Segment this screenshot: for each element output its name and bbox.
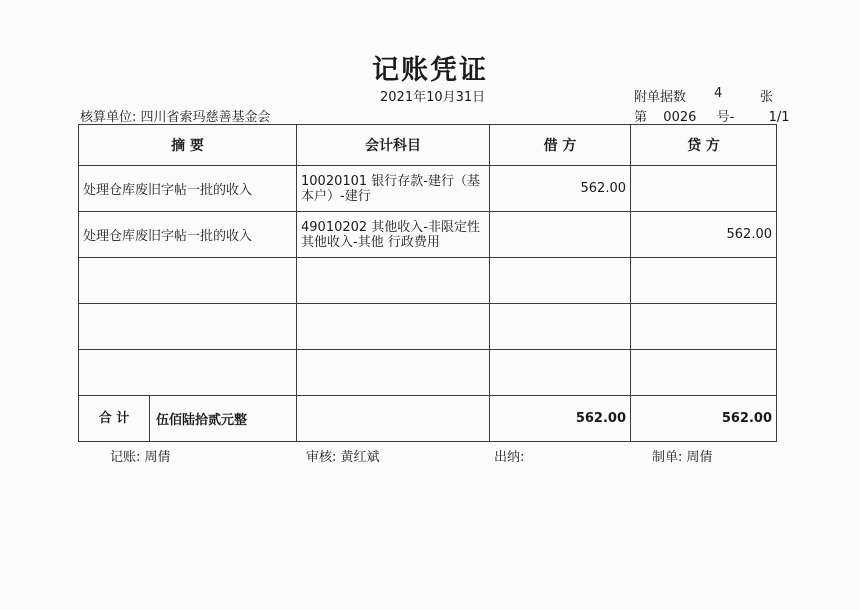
accounting-unit: [80, 106, 271, 125]
row-summary: 处理仓库废旧字帖一批的收入: [79, 212, 297, 258]
cashier-signature: 出纳:: [494, 450, 525, 465]
total-account-empty: [297, 396, 490, 442]
attachment-count: 4: [714, 86, 723, 101]
table-row: [79, 350, 777, 396]
row-debit: [490, 212, 631, 258]
bookkeeper-signature: 记账: 周倩: [110, 450, 171, 465]
total-label: 合 计: [79, 396, 150, 441]
attachment-unit: 张: [760, 90, 774, 105]
table-row: [79, 304, 777, 350]
voucher-prefix: 第: [634, 110, 648, 125]
total-row: [79, 396, 777, 442]
voucher-number-group: [634, 106, 790, 125]
total-amount-words: 伍佰陆拾贰元整: [156, 413, 248, 428]
row-debit: 562.00: [490, 166, 631, 212]
row-summary: [79, 258, 297, 304]
total-debit: 562.00: [490, 396, 631, 442]
table-row: [79, 212, 777, 258]
row-credit: [631, 258, 777, 304]
table-header-row: [79, 125, 777, 166]
row-account: 10020101 银行存款-建行（基本户）-建行: [297, 166, 490, 212]
voucher-table: [78, 124, 777, 442]
header-debit: 借 方: [490, 125, 631, 166]
accounting-unit-name: 四川省索玛慈善基金会: [140, 110, 271, 125]
header-credit: 贷 方: [631, 125, 777, 166]
row-debit: [490, 258, 631, 304]
row-debit: [490, 304, 631, 350]
header-account: 会计科目: [297, 125, 490, 166]
row-credit: [631, 350, 777, 396]
reviewer-signature: 审核: 黄红斌: [306, 450, 380, 465]
row-summary: [79, 350, 297, 396]
document-title: 记账凭证: [372, 55, 488, 86]
header-summary: 摘 要: [79, 125, 297, 166]
preparer-signature: 制单: 周倩: [652, 450, 713, 465]
row-account: [297, 304, 490, 350]
table-row: [79, 166, 777, 212]
total-cell: [79, 396, 297, 442]
attachment-count-group: [634, 86, 774, 105]
voucher-suffix: 号-: [716, 110, 735, 125]
table-row: [79, 258, 777, 304]
row-account: [297, 350, 490, 396]
row-debit: [490, 350, 631, 396]
row-credit: [631, 304, 777, 350]
row-account: [297, 258, 490, 304]
row-credit: [631, 166, 777, 212]
accounting-unit-label: 核算单位:: [80, 110, 137, 125]
attachment-label: 附单据数: [634, 90, 687, 105]
row-summary: 处理仓库废旧字帖一批的收入: [79, 166, 297, 212]
voucher-number: 0026: [663, 110, 697, 125]
voucher-date: 2021年10月31日: [380, 90, 486, 105]
row-credit: 562.00: [631, 212, 777, 258]
voucher-page: 1/1: [768, 110, 790, 125]
total-credit: 562.00: [631, 396, 777, 442]
row-account: 49010202 其他收入-非限定性其他收入-其他 行政费用: [297, 212, 490, 258]
row-summary: [79, 304, 297, 350]
